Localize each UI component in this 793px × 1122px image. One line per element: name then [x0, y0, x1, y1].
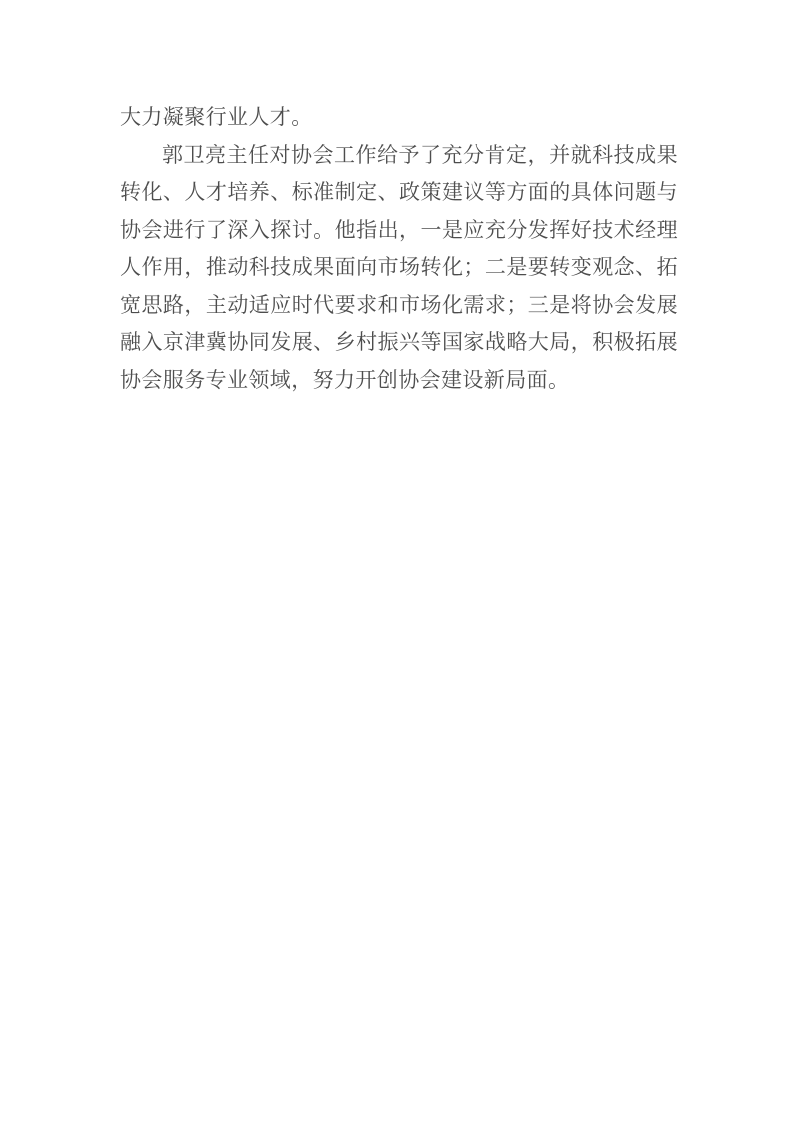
document-text-block	[120, 99, 678, 399]
paragraph-body: 郭卫亮主任对协会工作给予了充分肯定，并就科技成果转化、人才培养、标准制定、政策建议等方面的具体问题与协会进行了深入探讨。他指出，一是应充分发挥好技术经理人作用，推动科技成果面向市场转化；二是要转变观念、拓宽思路，主动适应时代要求和市场化需求；三是将协会发展融入京津冀协同发展、乡村振兴等国家战略大局，积极拓展协会服务专业领域，努力开创协会建设新局面。	[120, 142, 678, 392]
paragraph-continuation: 大力凝聚行业人才。	[120, 105, 313, 129]
